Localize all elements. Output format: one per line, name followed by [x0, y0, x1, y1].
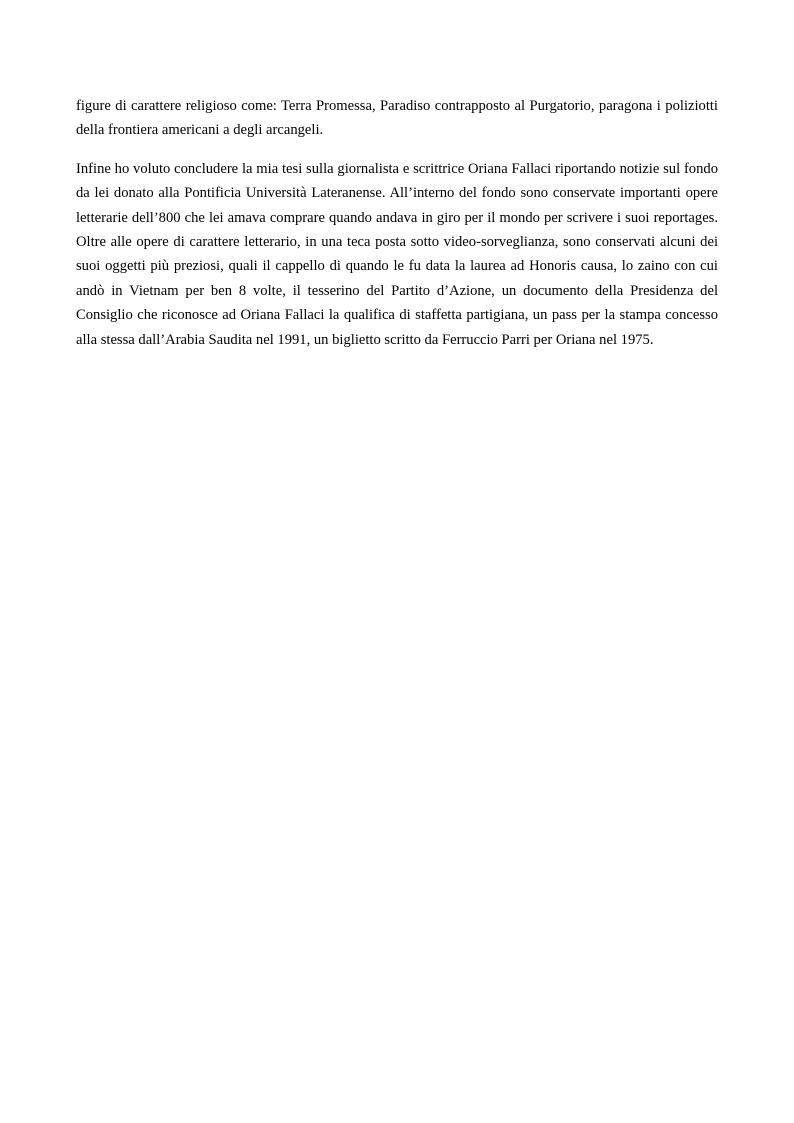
body-text: [76, 94, 718, 352]
paragraph-fondo-fallaci: Infine ho voluto concludere la mia tesi sulla giornalista e scrittrice Oriana Fallaci riportando notizie sul fondo da lei donato alla Pontificia Università Lateranense. All’interno del fondo sono conservate importanti opere letterarie dell’800 che lei amava comprare quando andava in giro per il mondo per scrivere i suoi reportages. Oltre alle opere di carattere letterario, in una teca posta sotto video-sorveglianza, sono conservati alcuni dei suoi oggetti più preziosi, quali il cappello di quando le fu data la laurea ad Honoris causa, lo zaino con cui andò in Vietnam per ben 8 volte, il tesserino del Partito d’Azione, un documento della Presidenza del Consiglio che riconosce ad Oriana Fallaci la qualifica di staffetta partigiana, un pass per la stampa concesso alla stessa dall’Arabia Saudita nel 1991, un biglietto scritto da Ferruccio Parri per Oriana nel 1975.: [76, 160, 718, 348]
paragraph-continuation: figure di carattere religioso come: Terra Promessa, Paradiso contrapposto al Purgatorio, paragona i poliziotti della frontiera americani a degli arcangeli.: [76, 98, 718, 139]
